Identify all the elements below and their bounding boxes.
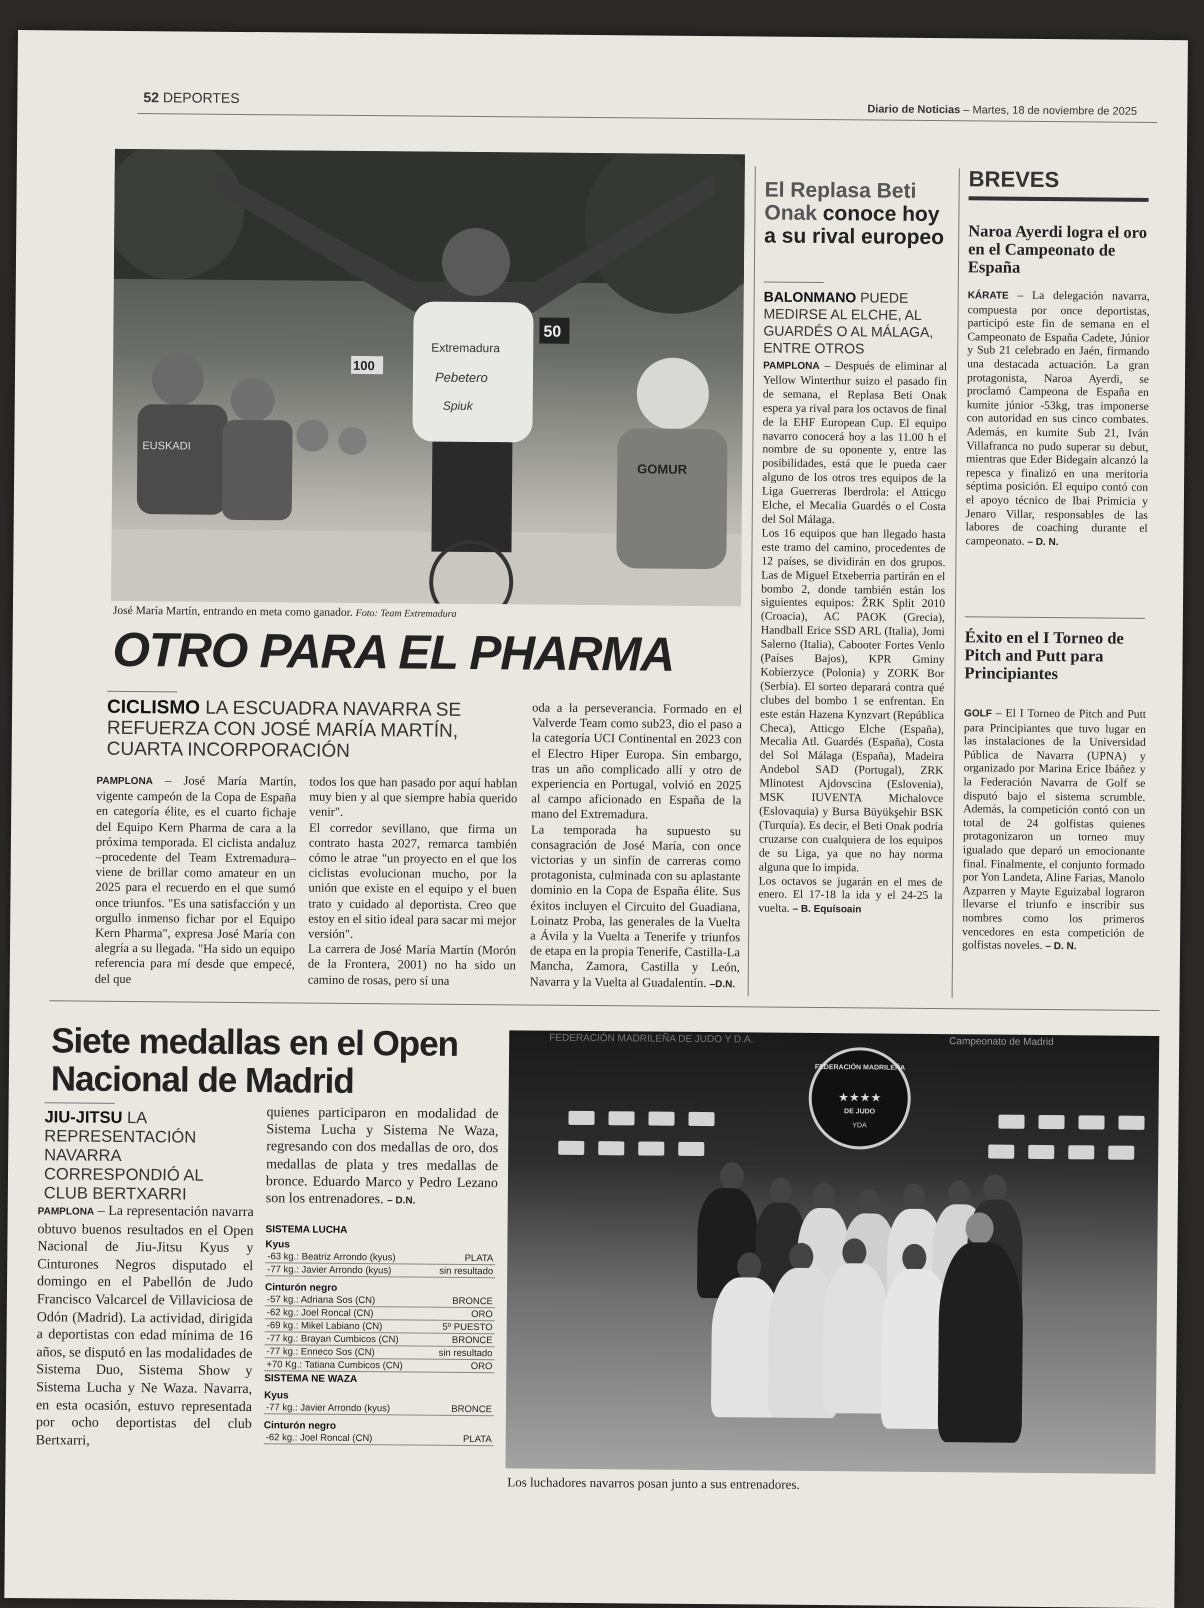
sponsor-logo: [558, 1141, 584, 1155]
newspaper-page: [4, 30, 1188, 1608]
coach: [938, 1242, 1024, 1443]
rider-jersey: [616, 428, 727, 569]
breves-divider: [965, 616, 1145, 619]
main-column-3: [530, 701, 743, 993]
paper-name: Diario de Noticias: [867, 103, 961, 117]
item-tag: KÁRATE: [967, 290, 1009, 302]
main-kicker: [107, 697, 528, 764]
sponsor-logo: [988, 1145, 1014, 1159]
handball-kicker: [763, 289, 944, 359]
result: 5º PUESTO: [427, 1320, 494, 1334]
result: sin resultado: [425, 1264, 495, 1278]
main-column-2: todos los que han pasado por aquí hablan muy bien y al que siempre había querido venir". El corredor sevillano, que firma un contrato hasta 2027, remarca también cómo le atrae "un proyecto en el que los ciclistas evolucionan mucho, por la unión que existe en el equipo y el buen trato y cuidado al deportista. Creo que estoy en el sitio ideal para sacar mi mejor versión". La carrera de José María Martín (Morón de la Frontera, 2001) no ha sido un camino de rosas, pero sí una: [307, 774, 518, 988]
kicker-text: LA REPRESENTACIÓN NAVARRA CORRESPONDIÓ AL CLUB BERTXARRI: [43, 1108, 204, 1204]
author-sign: – D.N.: [387, 1195, 416, 1207]
kicker-tag: CICLISMO: [107, 696, 201, 719]
athlete: -62 kg.: Joel Roncal (CN): [264, 1431, 442, 1445]
caption-text: José María Martín, entrando en meta como ganador.: [112, 604, 353, 619]
athlete: -77 kg.: Brayan Cumbicos (CN): [265, 1332, 428, 1346]
sponsor-logo: [608, 1111, 634, 1125]
results-heading: SISTEMA NE WAZA: [264, 1373, 358, 1386]
kicker-rule: [107, 691, 177, 693]
column-text: – José María Martín, vigente campeón de la Copa de España en categoría élite, es el cuarto fichaje del Equipo Kern Pharma de cara a la próxima temporada. El ciclista andaluz –procedente del Team Extremadura– viene de brillar como amateur en un 2025 para el recuerdo en el que sumó once triunfos. "Es una satisfacción y un orgullo inmenso fichar por el Equipo Kern Pharma", expresa José María con alegría a su llegada. "Ha sido un equipo referencia para mí desde que empecé, del que: [94, 773, 297, 986]
photo-banner-left: FEDERACIÓN MADRILEÑA DE JUDO Y D.A.: [549, 1032, 754, 1046]
sponsor-logo: [998, 1115, 1024, 1129]
page-number: 52: [143, 89, 160, 106]
headline-rest: conoce hoy a su rival europeo: [764, 202, 945, 250]
winner-shorts: [431, 442, 512, 553]
judo-body-2: [266, 1104, 499, 1210]
rider-jersey: [222, 420, 293, 521]
person-head: [737, 1252, 761, 1280]
result: ORO: [428, 1307, 495, 1321]
issue-date: – Martes, 18 de noviembre de 2025: [963, 104, 1138, 118]
cycling-photo-illustration: [111, 149, 745, 606]
results-table: [264, 1293, 495, 1373]
result-row: [264, 1358, 494, 1373]
author-sign: – D. N.: [1045, 941, 1077, 953]
page-folio: [143, 89, 239, 106]
results-subheading: Cinturón negro: [264, 1282, 338, 1294]
section-divider: [50, 1000, 1160, 1011]
person-head: [858, 1189, 880, 1215]
column-divider: [952, 168, 960, 998]
result: PLATA: [441, 1433, 494, 1446]
tree: [584, 149, 745, 315]
kicker-text: LA ESCUADRA NAVARRA SE REFUERZA CON JOSÉ MARÍA MARTÍN, CUARTA INCORPORACIÓN: [106, 697, 462, 762]
result: ORO: [427, 1359, 494, 1373]
sponsor-logo: [1118, 1116, 1144, 1130]
dateline: [867, 103, 1137, 117]
dateline-tag: PAMPLONA: [37, 1206, 95, 1218]
sponsor-logo: [688, 1112, 714, 1126]
jersey-text: Extremadura: [431, 340, 501, 356]
results-table: [264, 1431, 494, 1446]
judo-headline: Siete medallas en el Open Nacional de Madrid: [50, 1021, 459, 1101]
kicker-rule: [45, 1102, 115, 1104]
athlete: -77 kg.: Enneco Sos (CN): [264, 1345, 427, 1359]
kicker-tag: BALONMANO: [763, 288, 857, 306]
sponsor-logo: [648, 1112, 674, 1126]
results-subheading: Cinturón negro: [263, 1420, 337, 1432]
photo-credit: Foto: Team Extremadura: [355, 607, 457, 620]
breves-item1-body: [966, 288, 1150, 550]
sponsor-logo: [1108, 1146, 1134, 1160]
handball-body: [758, 359, 947, 919]
handball-headline: [764, 179, 945, 250]
person-head: [983, 1174, 1007, 1202]
results-table: [264, 1401, 494, 1416]
dateline-tag: PAMPLONA: [763, 360, 820, 373]
rider-head: [296, 419, 328, 451]
judo-photo: [505, 1030, 1159, 1474]
rider-head: [152, 353, 204, 405]
breves-item1-headline: Naroa Ayerdi logra el oro en el Campeonato de España: [967, 221, 1148, 277]
rider-jersey: [137, 404, 228, 515]
breves-title: BREVES: [968, 166, 1060, 193]
kicker-rule: [764, 282, 824, 284]
headline-highlight: El Replasa Beti Onak: [764, 178, 917, 225]
person-head: [770, 1178, 792, 1204]
sponsor-logo: [598, 1141, 624, 1155]
rider-head: [231, 378, 275, 422]
column-text: – Después de eliminar al Yellow Winterthur suizo el pasado fin de semana, el Replasa Beti Onak espera ya rival para los octavos de final de la EHF European Cup. El equipo navarro conocerá hoy a las 11.00 h el nombre de su oponente y, entre las posibilidades, está que le pueda caer alguno de los otros tres equipos de la Liga Guerreras Iberdrola: el Atticgo Elche, el Mecalia Guardés o el Costa del Sol Málaga. Los 16 equipos que han llegado hasta este tramo del camino, procedentes de 12 países, se dividirán en dos grupos. Las de Miguel Etxeberria partirán en el bombo 2, donde también están los siguientes equipos: ŽRK Split 2010 (Croacia), AC PAOK (Grecia), Handball Erice SSD ARL (Italia), Jomi Salerno (Italia), Cabooter Fortes Venlo (Países Bajos), KPR Gminy Kobierzyce (Polonia) y ZORK Bor (Serbia). El sorteo deparará contra qué clubes del bombo 1 se enfrentan. En este están Hazena Kynzvart (República Checa), Atticgo Elche (España), Mecalia Atl. Guardés (España), Costa del Sol Málaga (España), Madeira Andebol SAD (Portugal), ZRK Mlinotest Ajdovscina (Eslovenia), MSK IUVENTA Michalovce (Eslovaquia) y Bursa Büyükşehir BSK (Turquía). Es decir, el Beti Onak podría cruzarse con cualquiera de los equipos de su Liga, ya que no hay norma alguna que lo impida. Los octavos se jugarán en el mes de enero. El 17-18 la ida y el 24-25 la vuelta.: [758, 359, 948, 916]
distance-sign-text: 100: [353, 357, 375, 374]
main-column-1: [95, 773, 297, 989]
sponsor-logo: [568, 1111, 594, 1125]
result: BRONCE: [428, 1295, 495, 1308]
emblem-stars-icon: ★★★★: [838, 1090, 882, 1105]
athlete: +70 Kg.: Tatiana Cumbicos (CN): [264, 1358, 427, 1372]
rider-head: [338, 427, 366, 455]
person-head: [965, 1212, 993, 1244]
judo-photo-caption: Los luchadores navarros posan junto a sus entrenadores.: [507, 1474, 800, 1492]
athlete: -63 kg.: Beatriz Arrondo (kyus): [265, 1250, 425, 1264]
result: PLATA: [425, 1252, 495, 1265]
result-row: [265, 1263, 495, 1278]
jersey-text: GOMUR: [637, 461, 688, 477]
rider-head: [637, 357, 710, 430]
photo-banner: Campeonato de Madrid: [949, 1036, 1054, 1049]
results-subheading: Kyus: [264, 1390, 289, 1402]
person-head: [842, 1238, 866, 1266]
jersey-text: EUSKADI: [142, 440, 191, 453]
column-text: quienes participaron en modalidad de Sistema Lucha y Sistema Ne Waza, regresando con dos medallas de oro, dos medallas de plata y tres medallas de bronce. Eduardo Marco y Pedro Lezano son los entrenadores.: [265, 1105, 499, 1208]
sponsor-logo: [638, 1141, 664, 1155]
results-heading: SISTEMA LUCHA: [265, 1224, 348, 1236]
kicker-tag: JIU-JITSU: [44, 1108, 123, 1127]
emblem-text-mid: DE JUDO: [843, 1108, 876, 1116]
cycling-photo-caption: [113, 605, 457, 620]
dateline-tag: PAMPLONA: [96, 775, 153, 788]
results-subheading: Kyus: [265, 1239, 290, 1251]
results-table: [265, 1250, 495, 1278]
breves-rule: [969, 196, 1149, 202]
section-name: DEPORTES: [162, 89, 240, 106]
breves-item2-body: [962, 706, 1146, 954]
sponsor-logo: [1068, 1145, 1094, 1159]
column-text: oda a la perseverancia. Formado en el Valverde Team como sub23, dio el paso a la categoría UCI Continental en 2023 con el Electro Hiper Europa. Sin embargo, tras un año complicado allí y otro de experiencia en Portugal, volvió en 2025 al campo aficionado en España de la mano del Extremadura. La temporada ha supuesto su consagración de José María, con once victorias y un sinfín de carreras como protagonista, culminada con su aplastante dominio en la Copa de España élite. Sus éxitos incluyen el Circuito del Guadiana, Loinatz Proba, las generales de la Vuelta a Ávila y la Vuelta a Tenerife y triunfos de etapa en la propia Tenerife, Castilla-La Mancha, Zamora, Castilla y León, Navarra y la Vuelta al Guadalentín.: [529, 700, 743, 990]
athlete: -77 kg.: Javier Arrondo (kyus): [265, 1263, 425, 1277]
person-head: [902, 1244, 926, 1272]
athlete: -69 kg.: Mikel Labiano (CN): [265, 1319, 428, 1333]
emblem-text-bottom: YDA: [852, 1122, 867, 1130]
sponsor-logo: [1028, 1145, 1054, 1159]
judo-body: [36, 1202, 254, 1451]
federation-emblem: [808, 1047, 911, 1150]
result: BRONCE: [427, 1333, 494, 1347]
kicker-text: PUEDE MEDIRSE AL ELCHE, AL GUARDÉS O AL MÁLAGA, ENTRE OTROS: [763, 289, 934, 357]
person-head: [903, 1184, 925, 1210]
main-headline: OTRO PARA EL PHARMA: [112, 623, 675, 682]
athlete: -77 kg.: Javier Arrondo (kyus): [264, 1401, 435, 1415]
jersey-text: Pebetero: [434, 369, 488, 386]
jersey-text: Spiuk: [442, 398, 473, 413]
results-block: [264, 1224, 496, 1446]
sponsor-logo: [1038, 1115, 1064, 1129]
athlete: -57 kg.: Adriana Sos (CN): [265, 1293, 428, 1307]
person-head: [789, 1243, 813, 1271]
winner-head: [442, 228, 511, 297]
distance-sign-text: 50: [543, 323, 562, 341]
author-sign: – D. N.: [1027, 536, 1059, 548]
person-head: [720, 1162, 744, 1190]
cycling-photo: [111, 149, 745, 606]
column-divider: [748, 166, 756, 996]
athlete: [822, 1263, 889, 1414]
sponsor-logo: [1078, 1115, 1104, 1129]
sponsor-logo: [678, 1142, 704, 1156]
result-row: [264, 1401, 494, 1416]
judo-kicker: [44, 1108, 245, 1205]
athlete: -62 kg.: Joel Roncal (CN): [265, 1306, 428, 1320]
item-text: – El I Torneo de Pitch and Putt para Principiantes que tuvo lugar en las instalaciones de la Universidad Pública de Navarra (UPNA) y organizado por Marina Erice Ibáñez y la Federación Navarra de Golf se disputó bajo el sistema scrumble. Además, la competición contó con un total de 24 golfistas quienes protagonizaron un torneo muy igualado que deparó un emocionante final. Finalmente, el conjunto formado por Yon Landeta, Aline Farias, Manolo Azparren y Mayte Eguizabal lograron llevarse el triunfo e inscribir sus nombres como los primeros vencedores en esta competición de golfistas noveles.: [961, 706, 1147, 953]
item-tag: GOLF: [964, 708, 992, 720]
column-text: – La representación navarra obtuvo buenos resultados en el Open Nacional de Jiu-Jitsu Kyus y Cinturones Negros disputado el domingo en el Pabellón de Judo Francisco Valcarcel de Villaviciosa de Odón (Madrid). La actividad, dirigida a deportistas con edad mínima de 16 años, se disputó en las modalidades de Sistema Duo, Sistema Show y Sistema Lucha y Ne Waza. Navarra, en esta ocasión, estuvo representada por ocho deportistas del club Bertxarri,: [35, 1203, 254, 1449]
author-sign: –D.N.: [709, 978, 736, 990]
breves-item2-headline: Éxito en el I Torneo de Pitch and Putt para Principiantes: [964, 627, 1124, 684]
item-text: – La delegación navarra, compuesta por once deportistas, participó este fin de semana en el Campeonato de España Cadete, Júnior y Sub 21 celebrado en Jaén, firmando una destacada actuación. La gran protagonista, Naroa Ayerdi, se proclamó Campeona de España en kumite júnior -53kg, tras imponerse con autoridad en sus cinco combates. Además, en kumite Sub 21, Iván Villafranca no pudo superar su debut, mientras que Eder Bidegain alcanzó la repesca y finalizó en una meritoria séptima posición. El equipo contó con el apoyo técnico de Ibai Primicia y Jenaro Villar, responsables de las labores de coaching durante el campeonato.: [965, 288, 1150, 548]
author-sign: – B. Equísoain: [792, 904, 862, 916]
person-head: [948, 1180, 970, 1206]
result: BRONCE: [434, 1403, 494, 1416]
result-row: [264, 1431, 494, 1446]
emblem-text-top: FEDERACIÓN MADRILEÑA: [814, 1063, 906, 1072]
result: sin resultado: [427, 1346, 494, 1360]
person-head: [813, 1183, 835, 1209]
